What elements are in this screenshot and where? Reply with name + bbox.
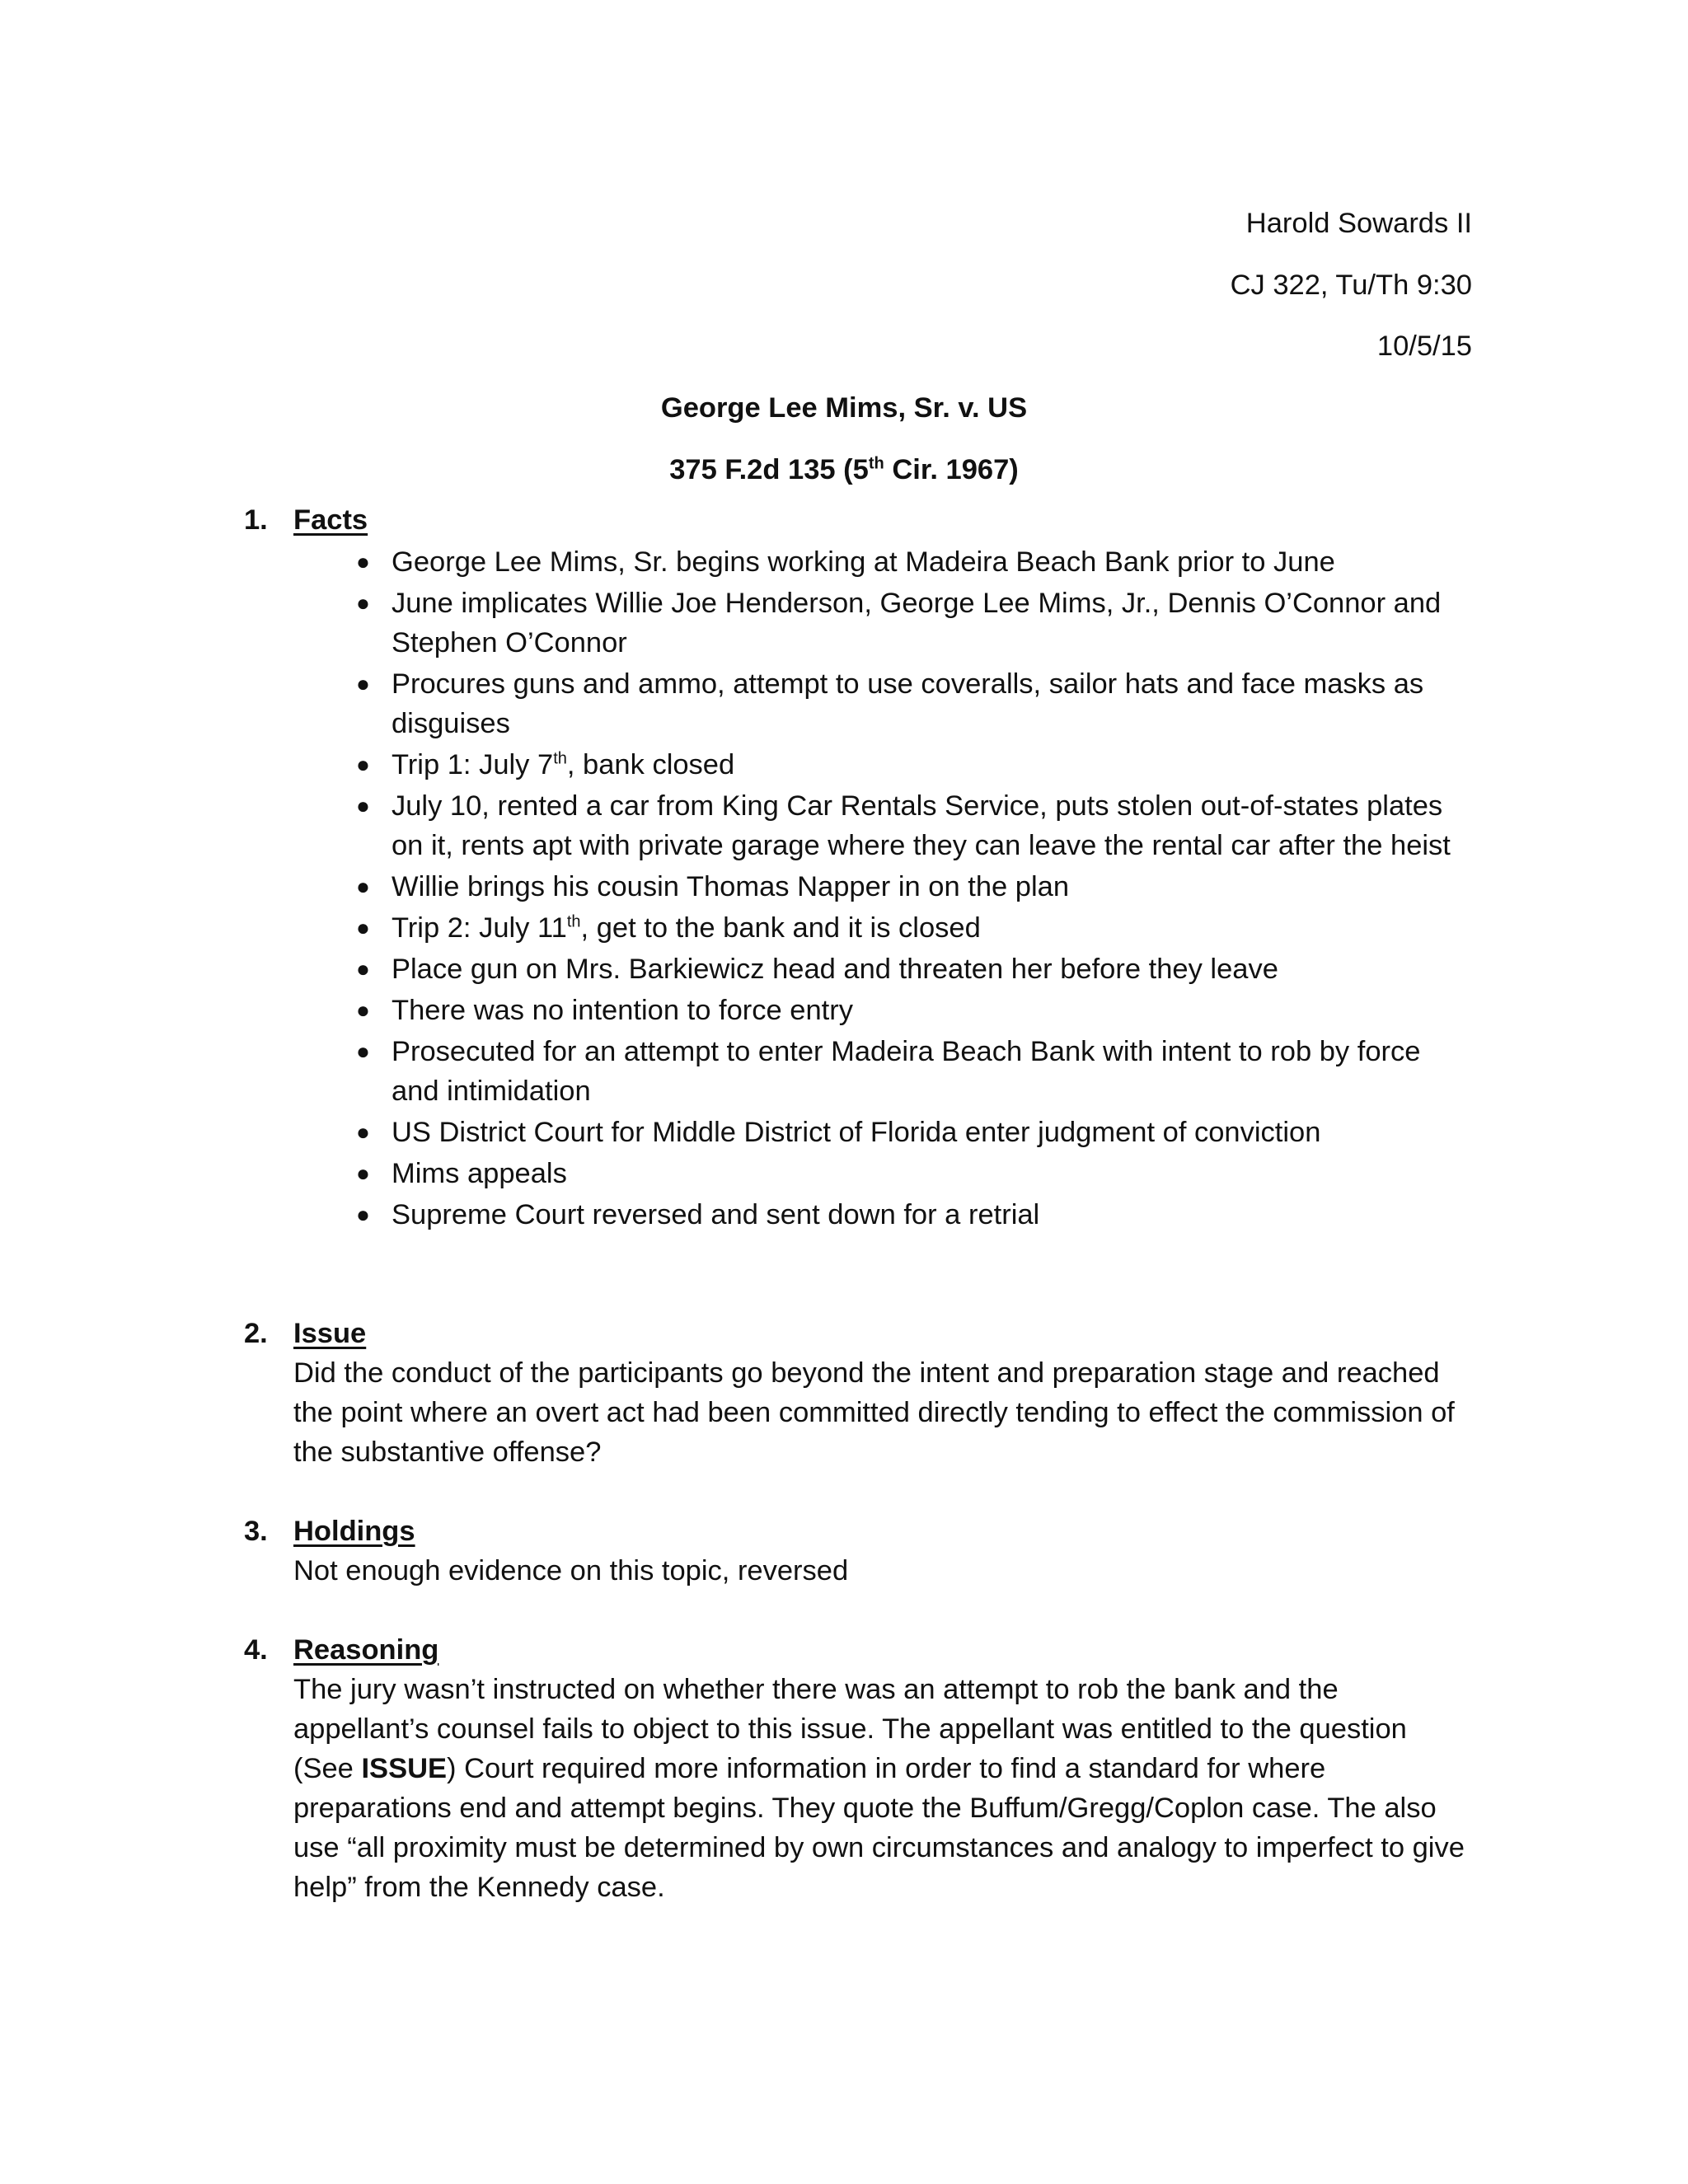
section-heading [244,1314,1480,1353]
bullet-icon: ● [356,1038,370,1064]
list-item: ● Willie brings his cousin Thomas Napper in on the plan [244,867,1463,907]
case-title-block [0,377,1688,500]
bullet-icon: ● [356,793,370,818]
list-item: ● There was no intention to force entry [244,991,1463,1030]
section-holdings [244,1511,1480,1591]
list-item: ● US District Court for Middle District of Florida enter judgment of conviction [244,1113,1463,1152]
bullet-icon: ● [356,915,370,940]
list-item: ● July 10, rented a car from King Car Rentals Service, puts stolen out-of-states plates on it, rents apt with private garage where they can leave the rental car after the heist [244,786,1463,865]
list-item: ● Prosecuted for an attempt to enter Madeira Beach Bank with intent to rob by force and intimidation [244,1032,1463,1111]
list-item: ● June implicates Willie Joe Henderson, George Lee Mims, Jr., Dennis O’Connor and Stephen O’Connor [244,583,1463,663]
bullet-icon: ● [356,874,370,899]
list-item: ● Place gun on Mrs. Barkiewicz head and threaten her before they leave [244,949,1463,989]
bullet-icon: ● [356,671,370,696]
section-title: Issue [293,1318,367,1349]
holdings-text: Not enough evidence on this topic, reversed [293,1555,849,1586]
document-date: 10/5/15 [1376,330,1472,362]
list-item: ● Mims appeals [244,1154,1463,1193]
issue-text: Did the conduct of the participants go beyond the intent and preparation stage and reached the point where an overt act had been committed directly tending to effect the commission of the substantive offense? [293,1357,1455,1468]
section-heading [244,1511,1480,1551]
section-number: 2. [244,1318,268,1349]
author-header [1231,193,1472,377]
reasoning-text: The jury wasn’t instructed on whether there was an attempt to rob the bank and the appellant’s counsel fails to object to this issue. The appellant was entitled to the question (See ISSUE) Court required more information in order to find a standard for where preparations end and attempt begins. They quote the Buffum/Gregg/Coplon case. The also use “all proximity must be determined by own circumstances and analogy to imperfect to give help” from the Kennedy case. [293,1674,1465,1903]
bullet-icon: ● [356,590,370,616]
course-info: CJ 322, Tu/Th 9:30 [1230,269,1472,301]
section-title: Facts [293,504,368,536]
bullet-icon: ● [356,1119,370,1145]
case-citation: 375 F.2d 135 (5th Cir. 1967) [669,453,1019,485]
section-reasoning [244,1630,1480,1907]
section-title: Reasoning [293,1634,439,1666]
list-item: ● Trip 2: July 11th, get to the bank and it is closed [244,908,1463,948]
section-heading [244,1630,1480,1670]
section-number: 3. [244,1516,268,1547]
list-item: ● Procures guns and ammo, attempt to use coveralls, sailor hats and face masks as disguises [244,664,1463,743]
bullet-icon: ● [356,997,370,1023]
list-item: ● Supreme Court reversed and sent down for a retrial [244,1195,1463,1235]
section-number: 4. [244,1634,268,1666]
bullet-icon: ● [356,549,370,574]
list-item: ● Trip 1: July 7th, bank closed [244,745,1463,785]
bullet-icon: ● [356,956,370,982]
section-facts [244,500,1480,1236]
case-name: George Lee Mims, Sr. v. US [660,392,1028,424]
facts-list [244,542,1480,1235]
section-issue [244,1314,1480,1472]
list-item: ● George Lee Mims, Sr. begins working at Madeira Beach Bank prior to June [244,542,1463,582]
author-name: Harold Sowards II [1245,208,1472,239]
section-number: 1. [244,504,268,536]
bullet-icon: ● [356,1202,370,1227]
issue-reference: ISSUE [361,1753,448,1784]
bullet-icon: ● [356,1160,370,1186]
bullet-icon: ● [356,752,370,777]
section-title: Holdings [293,1516,415,1547]
section-heading [244,500,1480,540]
